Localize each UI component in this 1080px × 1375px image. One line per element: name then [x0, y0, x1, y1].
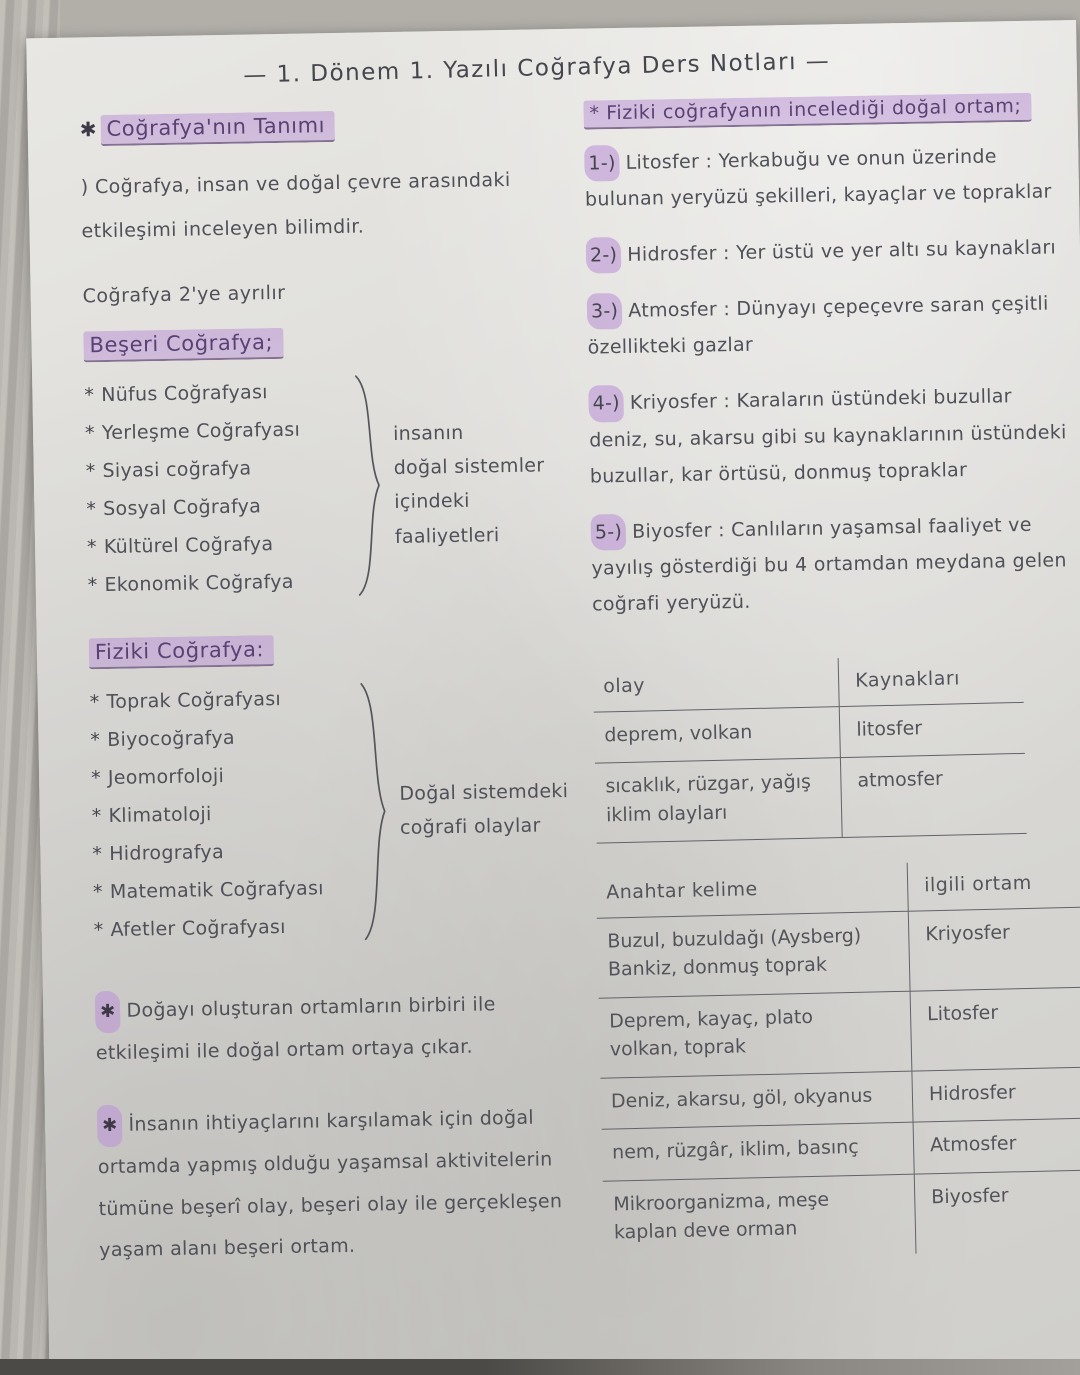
- list-item-label: Jeomorfoloji: [107, 765, 225, 790]
- list-item: [86, 486, 355, 529]
- sphere-name: Litosfer: [625, 150, 700, 174]
- olay-kaynak-table: [593, 654, 1027, 844]
- table-header: ilgili ortam: [907, 859, 1080, 911]
- list-item: [91, 755, 360, 798]
- asterisk-icon: *: [86, 536, 98, 559]
- item-number: 1-): [584, 145, 620, 182]
- list-item: [93, 869, 362, 912]
- beseri-list: [84, 372, 356, 605]
- list-item-label: Klimatoloji: [108, 803, 212, 828]
- list-item-label: Kültürel Coğrafya: [103, 533, 274, 559]
- note-text: Doğayı oluşturan ortamların birbiri ile etkileşimi ile doğal ortam ortaya çıkar.: [95, 993, 496, 1065]
- asterisk-icon: *: [92, 881, 104, 904]
- list-item: [85, 410, 354, 453]
- desk-edge: [0, 1359, 1080, 1375]
- item-number: 5-): [591, 514, 627, 551]
- fiziki-list: [89, 679, 362, 950]
- sphere-desc: : Yer üstü ve yer altı su kaynakları: [722, 236, 1057, 265]
- asterisk-icon: *: [84, 422, 96, 445]
- sphere-name: Atmosfer: [628, 298, 718, 323]
- curly-brace-icon: [352, 372, 386, 600]
- list-item: [91, 793, 360, 836]
- beseri-heading-row: [83, 323, 561, 362]
- table-header: Kaynakları: [838, 654, 1024, 707]
- human-environment-note: [97, 1097, 578, 1273]
- fiziki-heading: Fiziki Coğrafya:: [89, 635, 275, 669]
- fiziki-group: [89, 675, 572, 949]
- table-cell: nem, rüzgâr, iklim, basınç: [602, 1123, 914, 1182]
- asterisk-icon: *: [90, 729, 101, 752]
- sphere-item-biyosfer: [591, 506, 1079, 623]
- beseri-heading: Beşeri Coğrafya;: [83, 328, 283, 362]
- list-item-label: Biyocoğrafya: [107, 727, 236, 752]
- sphere-item-litosfer: [584, 137, 1071, 218]
- left-column: [80, 107, 578, 1272]
- fiziki-ortam-heading: * Fiziki coğrafyanın incelediği doğal ortam;: [583, 93, 1031, 130]
- fiziki-brace-note: Doğal sistemdeki coğrafi olaylar: [399, 780, 569, 840]
- table-cell: sıcaklık, rüzgar, yağış iklim olayları: [595, 758, 842, 844]
- definition-heading: Coğrafya'nın Tanımı: [100, 111, 335, 146]
- list-item: [92, 831, 361, 874]
- table-cell: deprem, volkan: [594, 707, 840, 764]
- list-item-label: Hidrografya: [109, 841, 225, 866]
- table-cell: atmosfer: [840, 754, 1027, 838]
- star-icon: ✱: [95, 991, 121, 1033]
- list-item-label: Nüfus Coğrafyası: [101, 381, 268, 407]
- curly-brace-icon: [357, 678, 392, 944]
- sphere-name: Kriyosfer: [629, 390, 718, 415]
- star-icon: ✱: [79, 117, 97, 142]
- sphere-name: Hidrosfer: [627, 242, 717, 267]
- list-item: [90, 717, 359, 760]
- definition-text: ) Coğrafya, insan ve doğal çevre arasındaki etkileşimi inceleyen bilimdir.: [80, 168, 511, 243]
- table-cell: Deniz, akarsu, göl, okyanus: [600, 1071, 912, 1130]
- sphere-item-hidrosfer: [586, 229, 1073, 274]
- split-note: Coğrafya 2'ye ayrılır: [82, 282, 286, 308]
- asterisk-icon: *: [89, 691, 100, 714]
- table-cell: Buzul, buzuldağı (Aysberg) Bankiz, donmuş toprak: [597, 911, 910, 998]
- table-cell: Litosfer: [910, 987, 1080, 1071]
- asterisk-icon: *: [84, 384, 95, 407]
- asterisk-icon: *: [87, 574, 98, 597]
- list-item: [85, 448, 354, 491]
- item-number: 3-): [587, 293, 623, 330]
- sphere-desc: : Canlıların yaşamsal faaliyet ve yayılış gösterdiği bu 4 ortamdan meydana gelen coğrafi yeryüzü.: [591, 513, 1067, 616]
- note-text: İnsanın ihtiyaçlarını karşılamak için doğal ortamda yapmış olduğu yaşamsal aktivitelerin tümüne beşerî olay, beşeri olay ile gerçekleşen yaşam alanı beşeri ortam.: [97, 1106, 563, 1262]
- sphere-desc: : Yerkabuğu ve onun üzerinde bulunan yeryüzü şekilleri, kayaçlar ve topraklar: [584, 145, 1052, 211]
- item-number: 4-): [588, 385, 624, 422]
- list-item: [84, 372, 353, 415]
- list-item: [93, 907, 362, 950]
- asterisk-icon: *: [85, 460, 96, 483]
- table-cell: litosfer: [839, 702, 1025, 758]
- fiziki-heading-row: [89, 630, 567, 669]
- list-item-label: Yerleşme Coğrafyası: [101, 418, 301, 445]
- list-item-label: Matematik Coğrafyası: [109, 877, 324, 904]
- asterisk-icon: *: [91, 805, 102, 828]
- star-icon: ✱: [97, 1105, 123, 1147]
- table-header: olay: [593, 658, 839, 712]
- anahtar-kelime-table: [596, 859, 1080, 1260]
- beseri-brace-note: insanın doğal sistemler içindeki faaliyetleri: [392, 421, 545, 548]
- list-item-label: Afetler Coğrafyası: [110, 916, 286, 942]
- definition-heading-row: [80, 107, 558, 146]
- natural-environment-note: [95, 983, 574, 1075]
- sphere-desc: : Dünyayı çepeçevre saran çeşitli özellikteki gazlar: [587, 292, 1049, 359]
- sphere-desc: : Karaların üstündeki buzullar deniz, su, akarsu gibi su kaynaklarının üstündeki buzullar, kar örtüsü, donmuş topraklar: [589, 385, 1067, 488]
- list-item-label: Siyasi coğrafya: [102, 457, 252, 483]
- asterisk-icon: *: [86, 498, 97, 521]
- sphere-name: Biyosfer: [631, 519, 712, 543]
- right-column: [583, 92, 1080, 1259]
- asterisk-icon: *: [93, 919, 104, 942]
- list-item: [87, 524, 356, 567]
- list-item-label: Ekonomik Coğrafya: [104, 571, 294, 597]
- list-item-label: Sosyal Coğrafya: [103, 495, 262, 521]
- table-cell: Mikroorganizma, meşe kaplan deve orman: [613, 1188, 830, 1244]
- asterisk-icon: *: [92, 843, 103, 866]
- table-cell: Deprem, kayaç, plato volkan, toprak: [599, 991, 912, 1078]
- table-cell: Hidrosfer: [911, 1067, 1080, 1122]
- table-cell: Biyosfer: [914, 1170, 1080, 1253]
- asterisk-icon: *: [90, 767, 102, 790]
- table-cell: Kriyosfer: [908, 907, 1080, 991]
- notes-paper: [26, 20, 1080, 1375]
- item-number: 2-): [586, 237, 622, 274]
- list-item: [89, 679, 358, 722]
- sphere-item-kriyosfer: [588, 378, 1076, 495]
- list-item: [87, 562, 356, 605]
- page-title: — 1. Dönem 1. Yazılı Coğrafya Ders Notları —: [242, 48, 831, 89]
- list-item-label: Toprak Coğrafyası: [106, 688, 282, 714]
- table-header: Anahtar kelime: [596, 863, 908, 919]
- fiziki-ortam-heading-row: [583, 92, 1069, 129]
- beseri-group: [84, 368, 566, 604]
- sphere-item-atmosfer: [587, 285, 1074, 366]
- table-cell: Atmosfer: [913, 1119, 1080, 1174]
